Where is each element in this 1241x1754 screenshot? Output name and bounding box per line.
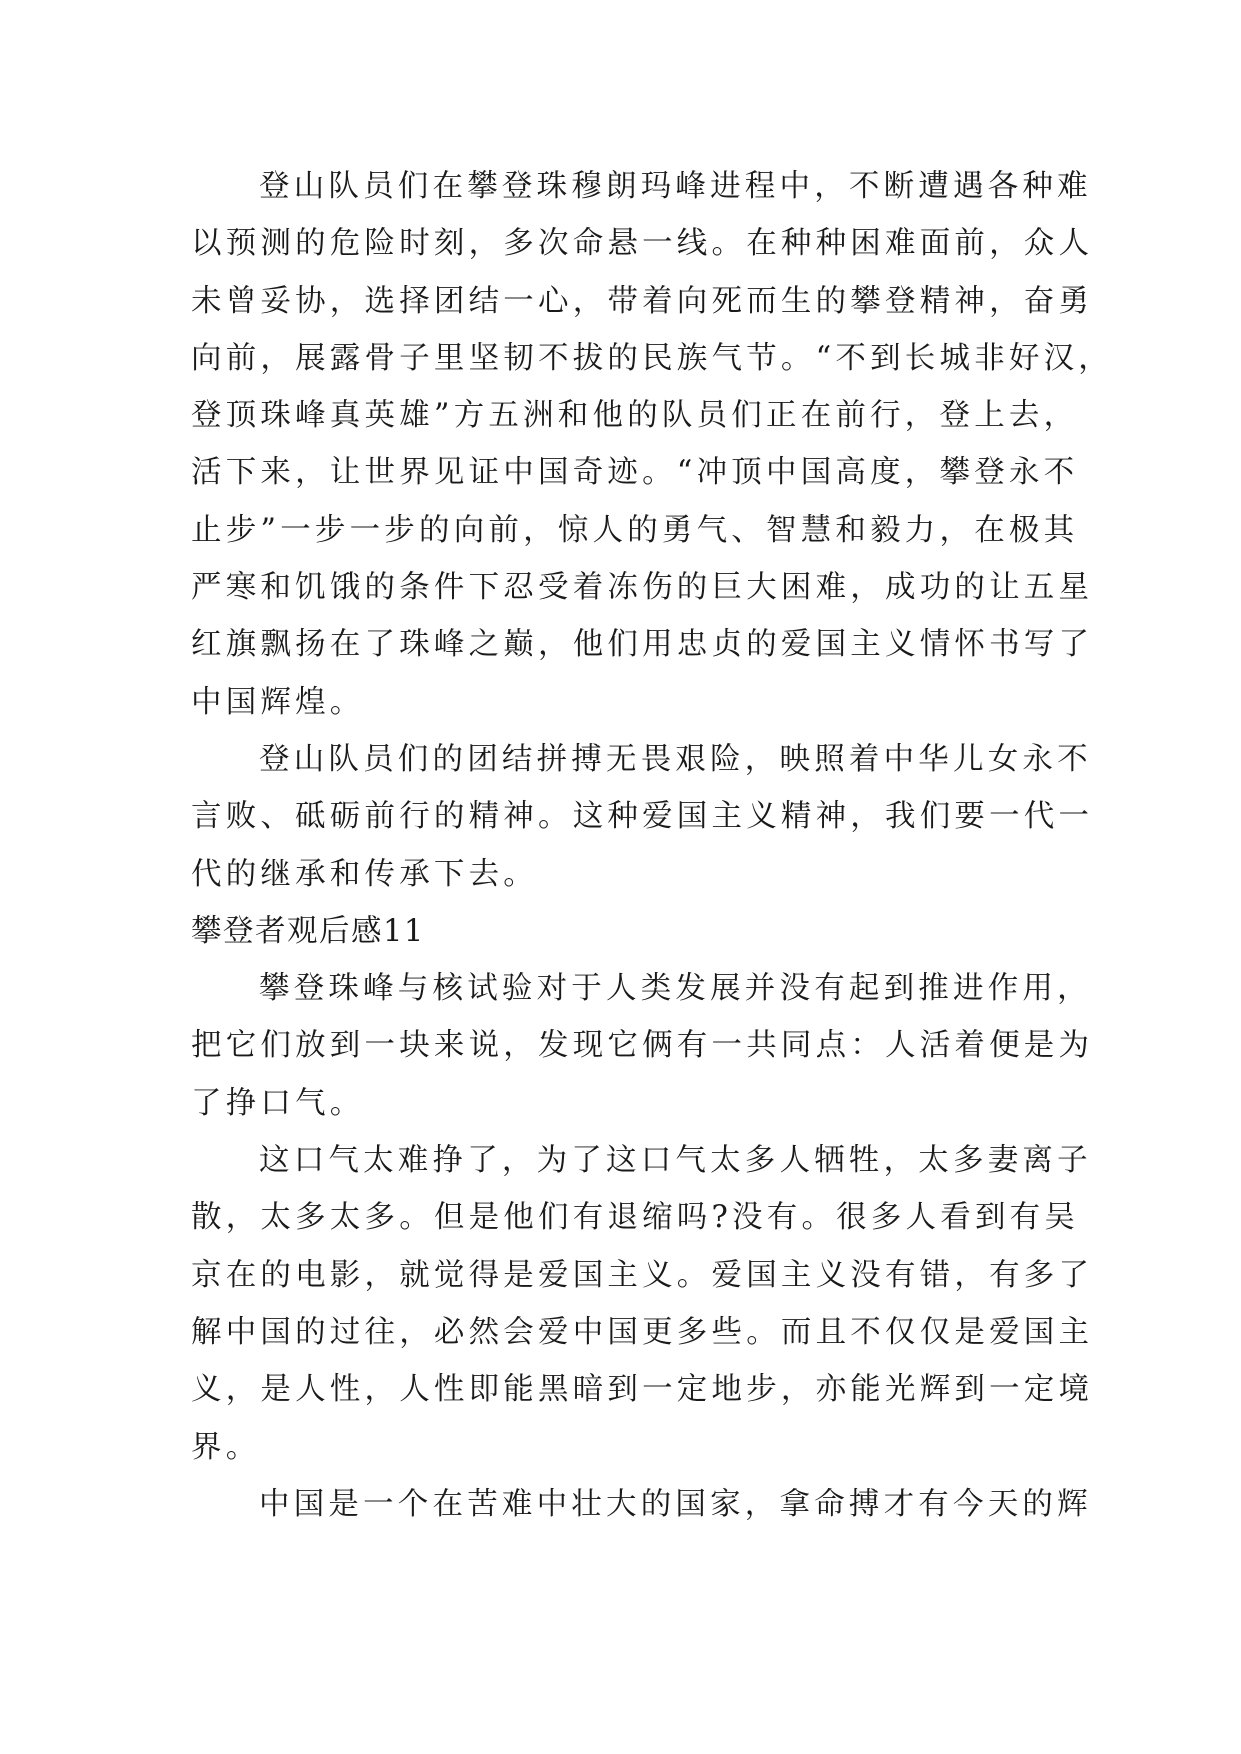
- paragraph-line: 未曾妥协，选择团结一心，带着向死而生的攀登精神，奋勇: [191, 283, 1094, 319]
- paragraph-line: 登山队员们在攀登珠穆朗玛峰进程中，不断遭遇各种难: [259, 169, 1092, 204]
- paragraph-line: 止步”一步一步的向前，惊人的勇气、智慧和毅力，在极其: [191, 512, 1079, 548]
- paragraph-line: 京在的电影，就觉得是爱国主义。爱国主义没有错，有多了: [191, 1257, 1094, 1293]
- paragraph-line: 解中国的过往，必然会爱中国更多些。而且不仅仅是爱国主: [191, 1314, 1094, 1350]
- paragraph-line: 散，太多太多。但是他们有退缩吗?没有。很多人看到有吴: [191, 1200, 1080, 1236]
- paragraph-line: 界。: [191, 1429, 261, 1465]
- paragraph-line: 登顶珠峰真英雄”方五洲和他的队员们正在前行，登上去，: [191, 398, 1079, 434]
- paragraph-line: 向前，展露骨子里坚韧不拔的民族气节。“不到长城非好汉，: [191, 340, 1113, 376]
- paragraph-line: 义，是人性，人性即能黑暗到一定地步，亦能光辉到一定境: [191, 1372, 1094, 1408]
- paragraph-line: 中国辉煌。: [191, 684, 365, 720]
- paragraph-line: 严寒和饥饿的条件下忍受着冻伤的巨大困难，成功的让五星: [191, 570, 1094, 606]
- paragraph-line: 言败、砥砺前行的精神。这种爱国主义精神，我们要一代一: [191, 799, 1094, 835]
- paragraph-line: 登山队员们的团结拼搏无畏艰险，映照着中华儿女永不: [259, 741, 1092, 777]
- paragraph-line: 代的继承和传承下去。: [191, 856, 538, 892]
- paragraph-line: 中国是一个在苦难中壮大的国家，拿命搏才有今天的辉: [259, 1486, 1092, 1522]
- paragraph-line: 红旗飘扬在了珠峰之巅，他们用忠贞的爱国主义情怀书写了: [191, 627, 1094, 663]
- paragraph-line: 把它们放到一块来说，发现它俩有一共同点：人活着便是为: [191, 1028, 1094, 1064]
- paragraph-line: 活下来，让世界见证中国奇迹。“冲顶中国高度，攀登永不: [191, 455, 1079, 491]
- paragraph-line: 攀登珠峰与核试验对于人类发展并没有起到推进作用，: [259, 971, 1092, 1007]
- paragraph-line: 这口气太难挣了，为了这口气太多人牺牲，太多妻离子: [259, 1143, 1092, 1179]
- section-heading: 攀登者观后感11: [191, 913, 425, 949]
- document-body: [191, 158, 1113, 1533]
- paragraph-line: 以预测的危险时刻，多次命悬一线。在种种困难面前，众人: [191, 226, 1094, 262]
- paragraph-line: 了挣口气。: [191, 1085, 365, 1121]
